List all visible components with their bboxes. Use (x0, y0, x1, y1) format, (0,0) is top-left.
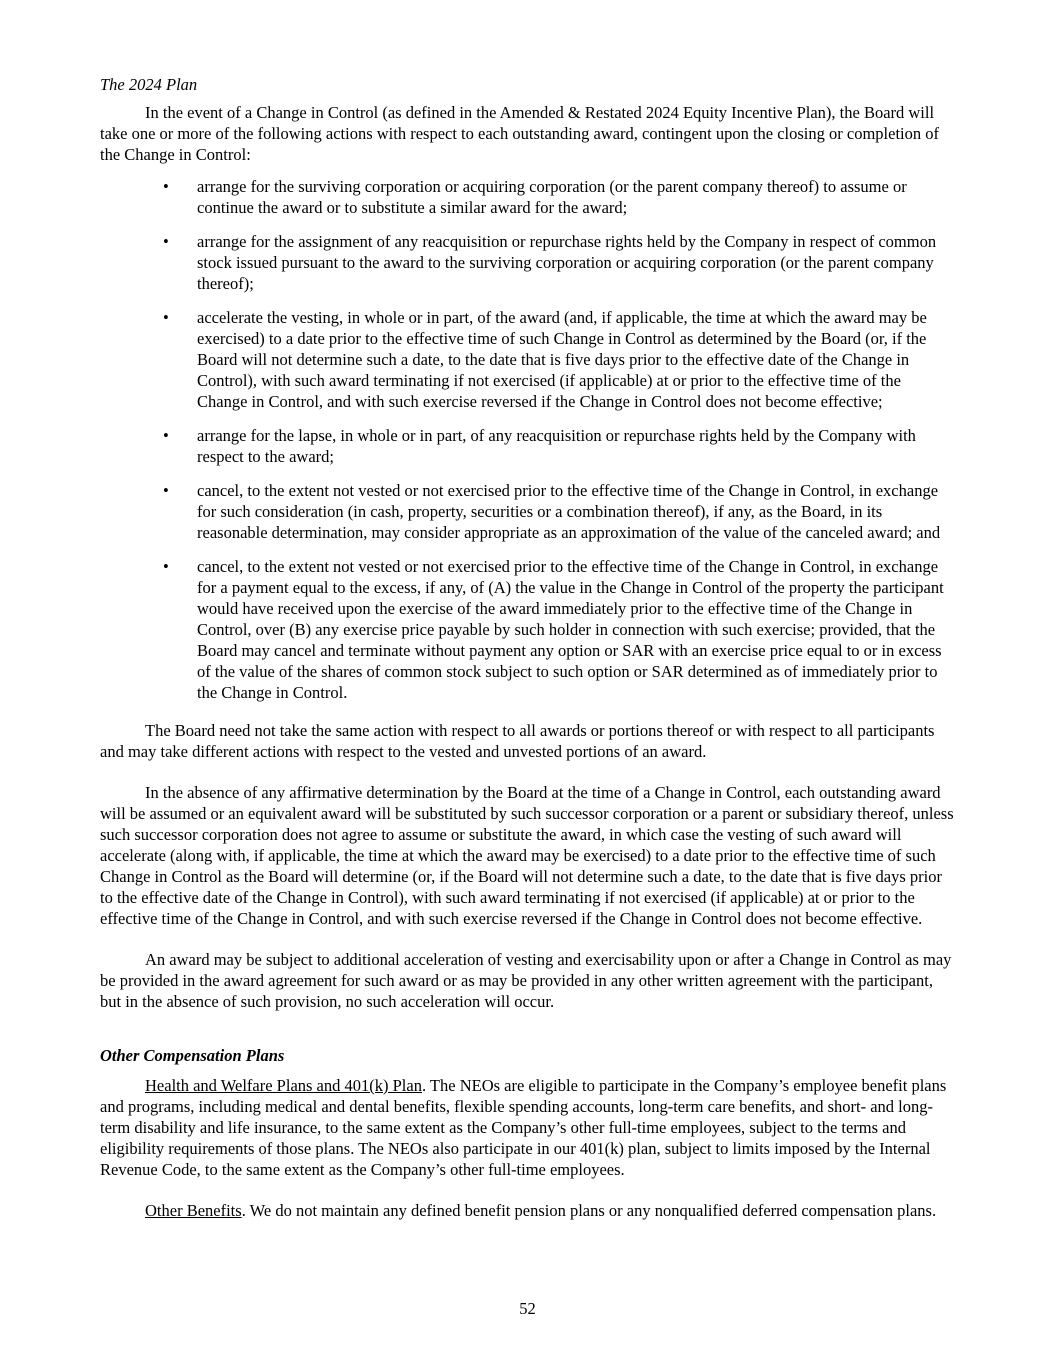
bullet-marker: • (163, 177, 169, 196)
bullet-marker: • (163, 308, 169, 327)
bullet-text: cancel, to the extent not vested or not exercised prior to the effective time of the Change in Control, in exchange for a payment equal to the excess, if any, of (A) the value in the Change in Control of the property the participant would have received upon the exercise of the award immediately prior to the effective time of the Change in Control, over (B) any exercise price payable by such holder in connection with such exercise; provided, that the Board may cancel and terminate without payment any option or SAR with an exercise price equal to or in excess of the value of the shares of common stock subject to such option or SAR determined as of immediately prior to the Change in Control. (197, 557, 944, 702)
bullet-text: arrange for the assignment of any reacquisition or repurchase rights held by the Company in respect of common stock issued pursuant to the award to the surviving corporation or acquiring corporation (or the parent company thereof); (197, 232, 937, 293)
bullet-item-accelerate-vesting (100, 307, 955, 412)
paragraph-board-need-not-same-action: The Board need not take the same action with respect to all awards or portions thereof or with respect to all participants and may take different actions with respect to the vested and unvested portions of an award. (100, 721, 935, 761)
paragraph-change-in-control-intro: In the event of a Change in Control (as defined in the Amended & Restated 2024 Equity Incentive Plan), the Board will take one or more of the following actions with respect to each outstanding award, contingent upon the closing or completion of the Change in Control: (100, 103, 939, 164)
underlined-lead-health-welfare: Health and Welfare Plans and 401(k) Plan (145, 1076, 422, 1095)
paragraph-absence-of-determination: In the absence of any affirmative determination by the Board at the time of a Change in Control, each outstanding award will be assumed or an equivalent award will be substituted by such successor corporation or a parent or subsidiary thereof, unless such successor corporation does not agree to assume or substitute the award, in which case the vesting of such award will accelerate (along with, if applicable, the time at which the award may be exercised) to a date prior to the effective time of such Change in Control as the Board will determine (or, if the Board will not determine such a date, to the date that is five days prior to the effective date of the Change in Control), with such award terminating if not exercised (if applicable) at or prior to the effective time of the Change in Control, and with such exercise reversed if the Change in Control does not become effective. (100, 783, 954, 928)
bullet-item-cancel-for-payment (100, 556, 955, 703)
paragraph-other-benefits-body: . We do not maintain any defined benefit pension plans or any nonqualified deferred compensation plans. (241, 1201, 937, 1220)
bullet-item-assignment-of-rights (100, 231, 955, 294)
bullet-item-assume-or-continue (100, 176, 955, 218)
bullet-item-cancel-for-consideration (100, 480, 955, 543)
bullet-marker: • (163, 481, 169, 500)
bullet-list-board-actions (100, 176, 955, 703)
paragraph-health-welfare-401k (100, 1075, 955, 1180)
bullet-text: arrange for the lapse, in whole or in part, of any reacquisition or repurchase rights held by the Company with respect to the award; (197, 426, 916, 466)
bullet-text: accelerate the vesting, in whole or in part, of the award (and, if applicable, the time at which the award may be exercised) to a date prior to the effective time of such Change in Control as determined by the Board (or, if the Board will not determine such a date, to the date that is five days prior to the effective date of the Change in Control), with such award terminating if not exercised (if applicable) at or prior to the effective time of the Change in Control, and with such exercise reversed if the Change in Control does not become effective; (197, 308, 927, 411)
bullet-text: cancel, to the extent not vested or not exercised prior to the effective time of the Change in Control, in exchange for such consideration (in cash, property, securities or a combination thereof), if any, as the Board, in its reasonable determination, may consider appropriate as an approximation of the value of the canceled award; and (197, 481, 941, 542)
section-heading-other-compensation-plans: Other Compensation Plans (100, 1046, 285, 1065)
paragraph-other-benefits (100, 1200, 955, 1221)
paragraph-health-welfare-body: . The NEOs are eligible to participate in the Company’s employee benefit plans and programs, including medical and dental benefits, flexible spending accounts, long-term care benefits, and short- and long-term disability and life insurance, to the same extent as the Company’s other full-time employees, subject to the terms and eligibility requirements of those plans. The NEOs also participate in our 401(k) plan, subject to limits imposed by the Internal Revenue Code, to the same extent as the Company’s other full-time employees. (100, 1076, 947, 1179)
bullet-marker: • (163, 232, 169, 251)
bullet-marker: • (163, 557, 169, 576)
bullet-text: arrange for the surviving corporation or acquiring corporation (or the parent company thereof) to assume or continue the award or to substitute a similar award for the award; (197, 177, 907, 217)
bullet-item-lapse-of-rights (100, 425, 955, 467)
bullet-marker: • (163, 426, 169, 445)
paragraph-additional-acceleration: An award may be subject to additional acceleration of vesting and exercisability upon or after a Change in Control as may be provided in the award agreement for such award or as may be provided in any other written agreement with the participant, but in the absence of such provision, no such acceleration will occur. (100, 950, 952, 1011)
section-heading-the-2024-plan: The 2024 Plan (100, 75, 198, 94)
underlined-lead-other-benefits: Other Benefits (145, 1201, 242, 1220)
page-number: 52 (519, 1299, 536, 1318)
